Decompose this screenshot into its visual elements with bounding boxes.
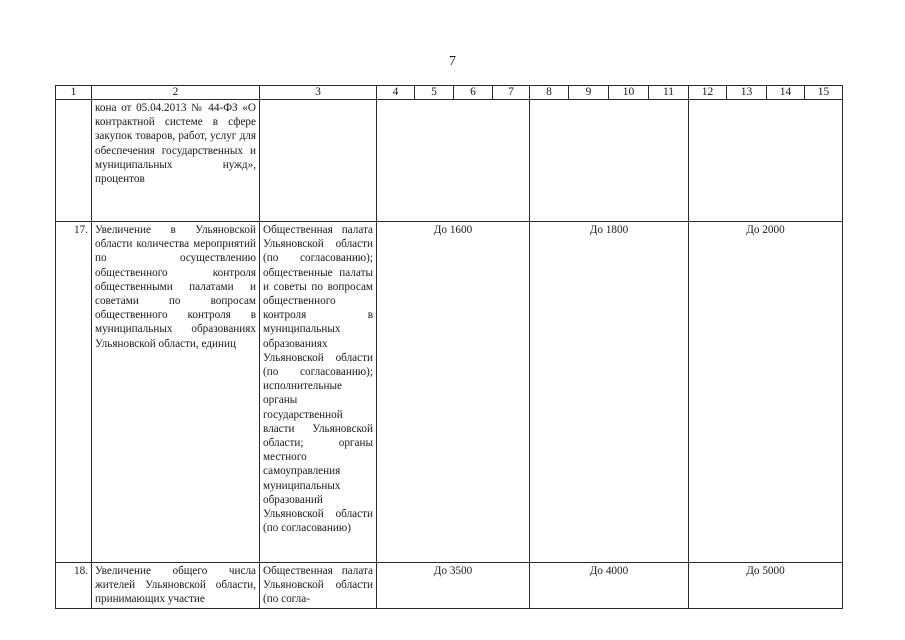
- header-cell: 11: [649, 86, 689, 100]
- header-cell: 12: [689, 86, 727, 100]
- header-cell: 15: [805, 86, 843, 100]
- header-cell: 5: [415, 86, 454, 100]
- value-cell-year-2: [530, 100, 689, 222]
- header-cell: 1: [56, 86, 92, 100]
- row-number: [56, 100, 92, 222]
- header-cell: 13: [727, 86, 767, 100]
- responsible-cell: [260, 100, 377, 222]
- table-row: [56, 222, 843, 563]
- header-cell: 8: [530, 86, 569, 100]
- value-cell-year-1: До 1600: [377, 222, 530, 563]
- responsible-cell: Общественная палата Ульяновской области (по согласованию); общественные палаты и советы по вопросам общественного контроля в муниципальных образованиях Ульяновской области (по согласованию); исполнительные органы государственной власти Ульяновской области; органы местного самоуправления муниципальных образований Ульяновской области (по согласованию): [260, 222, 377, 563]
- value-cell-year-1: [377, 100, 530, 222]
- page-number: 7: [449, 54, 456, 69]
- header-cell: 14: [767, 86, 805, 100]
- value-cell-year-3: [689, 100, 843, 222]
- value-cell-year-3: До 2000: [689, 222, 843, 563]
- header-cell: 4: [377, 86, 415, 100]
- value-cell-year-1: До 3500: [377, 563, 530, 609]
- header-cell: 2: [92, 86, 260, 100]
- responsible-cell: Общественная палата Ульяновской области (по согла-: [260, 563, 377, 609]
- row-number: 18.: [56, 563, 92, 609]
- indicators-table: [55, 85, 843, 609]
- value-cell-year-3: До 5000: [689, 563, 843, 609]
- indicator-cell: кона от 05.04.2013 № 44-ФЗ «О контрактной системе в сфере закупок товаров, работ, услуг для обеспечения государственных и муниципальных нужд», процентов: [92, 100, 260, 222]
- table-row: [56, 100, 843, 222]
- header-cell: 10: [609, 86, 649, 100]
- header-cell: 3: [260, 86, 377, 100]
- header-cell: 6: [454, 86, 493, 100]
- table-row: [56, 563, 843, 609]
- row-number: 17.: [56, 222, 92, 563]
- header-row: [56, 86, 843, 100]
- header-cell: 9: [569, 86, 609, 100]
- header-cell: 7: [493, 86, 530, 100]
- value-cell-year-2: До 4000: [530, 563, 689, 609]
- value-cell-year-2: До 1800: [530, 222, 689, 563]
- indicator-cell: Увеличение общего числа жителей Ульяновской области, принимающих участие: [92, 563, 260, 609]
- indicator-cell: Увеличение в Ульяновской области количества мероприятий по осуществлению общественного контроля общественными палатами и советами по вопросам общественного контроля в муниципальных образованиях Ульяновской области, единиц: [92, 222, 260, 563]
